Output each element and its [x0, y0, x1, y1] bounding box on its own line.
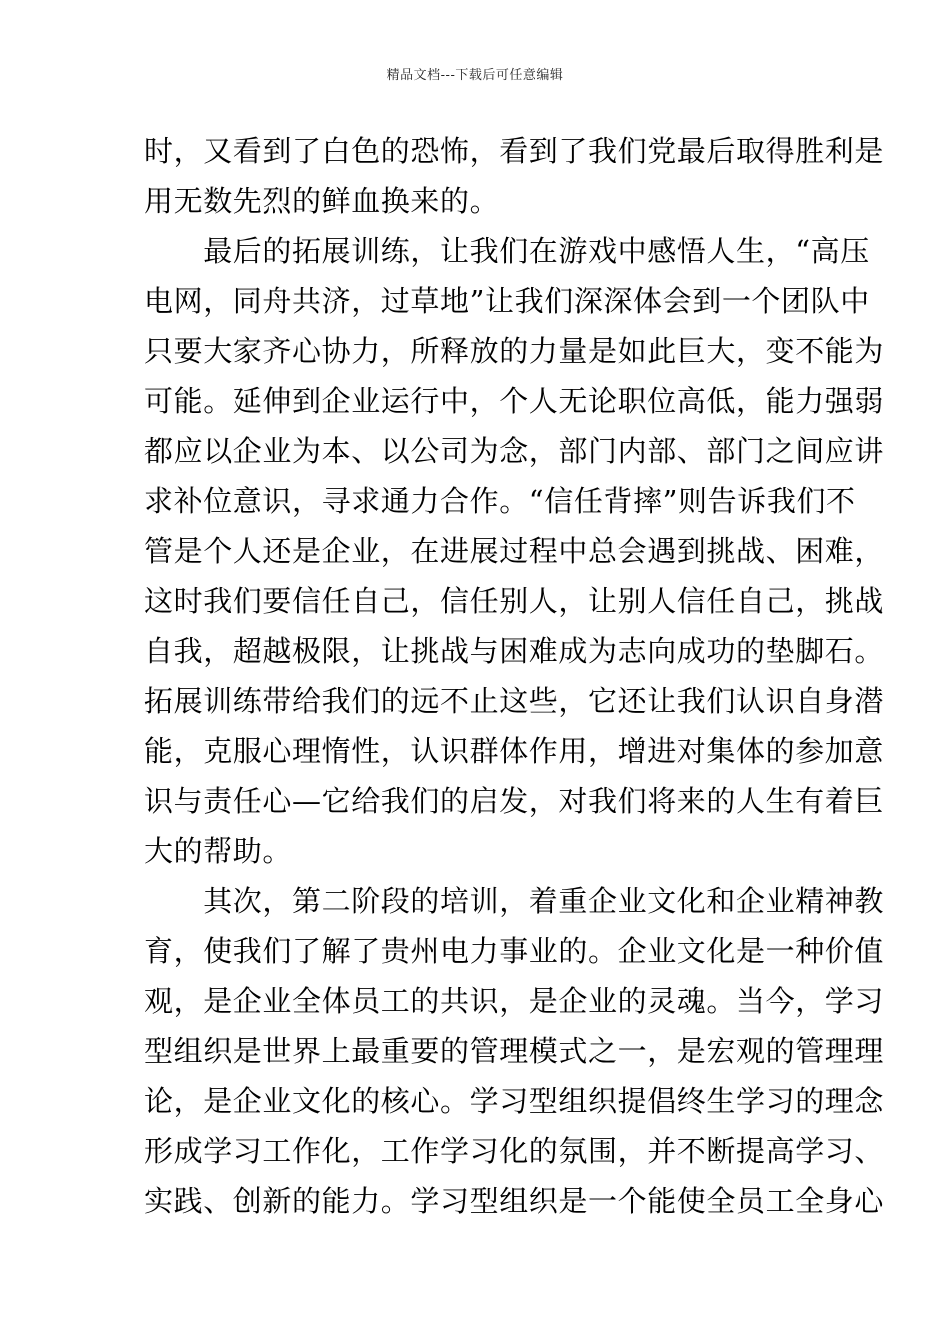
text-line: 观，是企业全体员工的共识，是企业的灵魂。当今，学习	[144, 984, 885, 1018]
text-line: 形成学习工作化，工作学习化的氛围，并不断提高学习、	[144, 1134, 885, 1168]
text-line: 论，是企业文化的核心。学习型组织提倡终生学习的理念	[144, 1084, 885, 1118]
text-line: 能，克服心理惰性，认识群体作用，增进对集体的参加意	[144, 734, 885, 768]
text-line: 管是个人还是企业，在进展过程中总会遇到挑战、困难，	[144, 534, 885, 568]
body-text	[144, 126, 885, 1226]
header-note: 精品文档---下载后可任意编辑	[386, 68, 564, 83]
text-line: 这时我们要信任自己，信任别人，让别人信任自己，挑战	[144, 584, 885, 618]
text-line: 用无数先烈的鲜血换来的。	[144, 184, 500, 218]
text-line: 自我，超越极限，让挑战与困难成为志向成功的垫脚石。	[144, 634, 885, 668]
text-line: 型组织是世界上最重要的管理模式之一，是宏观的管理理	[144, 1034, 885, 1068]
text-line: 实践、创新的能力。学习型组织是一个能使全员工全身心	[144, 1184, 885, 1218]
text-line: 电网，同舟共济，过草地”让我们深深体会到一个团队中	[144, 284, 870, 318]
text-line: 可能。延伸到企业运行中，个人无论职位高低，能力强弱	[144, 384, 885, 418]
text-line: 都应以企业为本、以公司为念，部门内部、部门之间应讲	[144, 434, 885, 468]
text-line: 时，又看到了白色的恐怖，看到了我们党最后取得胜利是	[144, 134, 885, 168]
text-line: 拓展训练带给我们的远不止这些，它还让我们认识自身潜	[144, 684, 885, 718]
text-line: 大的帮助。	[144, 834, 293, 868]
text-line: 其次，第二阶段的培训，着重企业文化和企业精神教	[144, 884, 885, 918]
text-line: 只要大家齐心协力，所释放的力量是如此巨大，变不能为	[144, 334, 885, 368]
text-line: 育，使我们了解了贵州电力事业的。企业文化是一种价值	[144, 934, 885, 968]
text-line: 识与责任心—它给我们的启发，对我们将来的人生有着巨	[144, 784, 885, 818]
text-line: 最后的拓展训练，让我们在游戏中感悟人生，“高压	[144, 234, 870, 268]
text-line: 求补位意识，寻求通力合作。“信任背摔”则告诉我们不	[144, 484, 856, 518]
